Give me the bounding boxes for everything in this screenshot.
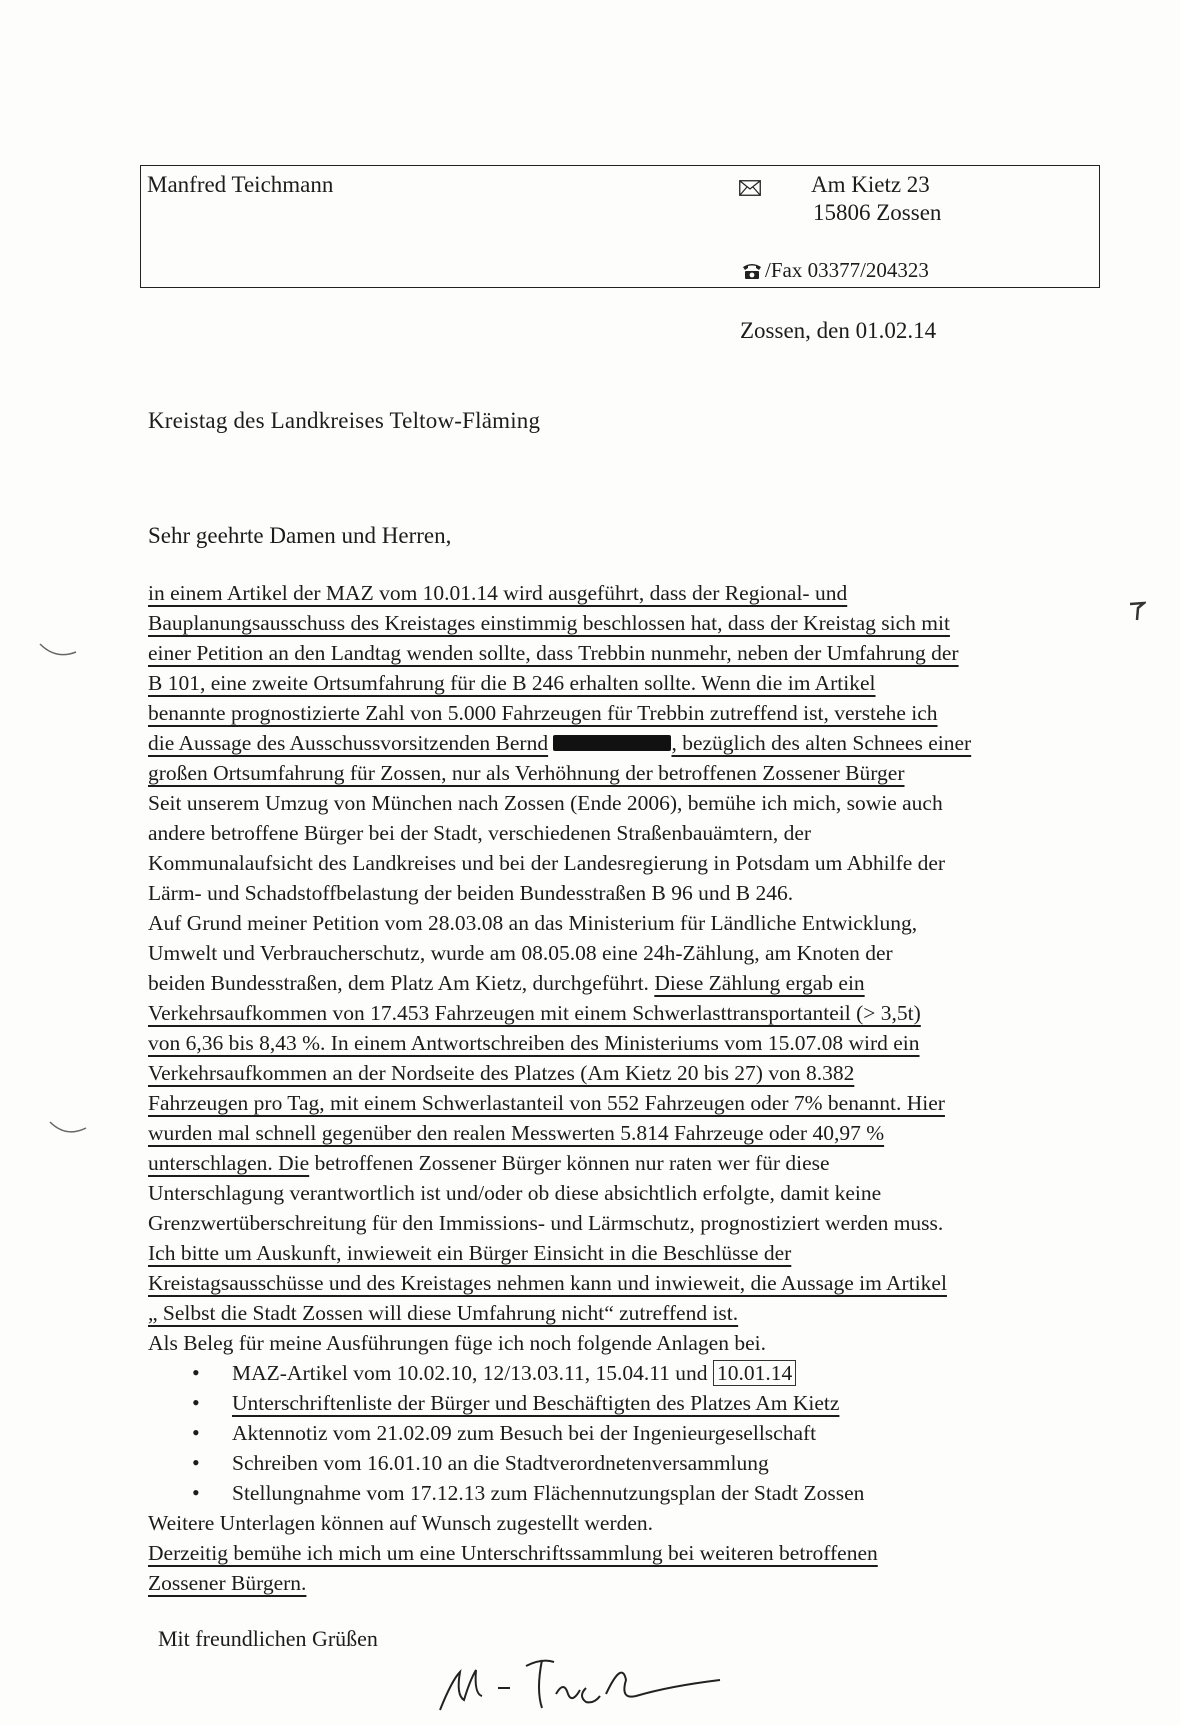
attachment-item: • Schreiben vom 16.01.10 an die Stadtverordnetenversammlung bbox=[148, 1448, 1098, 1478]
body-line: Verkehrsaufkommen an der Nordseite des Platzes (Am Kietz 20 bis 27) von 8.382 bbox=[148, 1061, 855, 1085]
margin-mark bbox=[48, 1118, 88, 1140]
handwritten-signature bbox=[430, 1650, 750, 1720]
body-line: Ich bitte um Auskunft, inwieweit ein Bürger Einsicht in die Beschlüsse der bbox=[148, 1241, 792, 1265]
margin-mark bbox=[38, 640, 78, 662]
attachment-item: • MAZ-Artikel vom 10.02.10, 12/13.03.11, 15.04.11 und 10.01.14 bbox=[148, 1358, 1098, 1388]
body-line: unterschlagen. Die betroffenen Zossener Bürger können nur raten wer für diese bbox=[148, 1151, 830, 1175]
sender-name: Manfred Teichmann bbox=[147, 172, 334, 197]
sender-phone bbox=[741, 258, 929, 283]
body-line: Auf Grund meiner Petition vom 28.03.08 an das Ministerium für Ländliche Entwicklung, bbox=[148, 911, 918, 935]
date-line: Zossen, den 01.02.14 bbox=[740, 318, 937, 343]
body-line: Bauplanungsausschuss des Kreistages einstimmig beschlossen hat, dass der Kreistag sich mit bbox=[148, 611, 950, 635]
body-line: Grenzwertüberschreitung für den Immissions- und Lärmschutz, prognostiziert werden muss. bbox=[148, 1211, 944, 1235]
body-line: von 6,36 bis 8,43 %. In einem Antwortschreiben des Ministeriums vom 15.07.08 wird ein bbox=[148, 1031, 920, 1055]
body-line: in einem Artikel der MAZ vom 10.01.14 wird ausgeführt, dass der Regional- und bbox=[148, 581, 848, 605]
body-line: die Aussage des Ausschussvorsitzenden Bernd , bezüglich des alten Schnees einer bbox=[148, 731, 972, 755]
body-line: Unterschlagung verantwortlich ist und/oder ob diese absichtlich erfolgte, damit keine bbox=[148, 1181, 882, 1205]
body-line: Weitere Unterlagen können auf Wunsch zugestellt werden. bbox=[148, 1511, 654, 1535]
body-line: einer Petition an den Landtag wenden sollte, dass Trebbin nunmehr, neben der Umfahrung der bbox=[148, 641, 959, 665]
body-line: Kreistagsausschüsse und des Kreistages nehmen kann und inwieweit, die Aussage im Artikel bbox=[148, 1271, 947, 1295]
recipient: Kreistag des Landkreises Teltow-Fläming bbox=[148, 408, 541, 433]
body-line: wurden mal schnell gegenüber den realen Messwerten 5.814 Fahrzeuge oder 40,97 % bbox=[148, 1121, 885, 1145]
attachment-item: • Unterschriftenliste der Bürger und Beschäftigten des Platzes Am Kietz bbox=[148, 1388, 1098, 1418]
body-line: B 101, eine zweite Ortsumfahrung für die B 246 erhalten sollte. Wenn die im Artikel bbox=[148, 671, 876, 695]
attachment-item: • Aktennotiz vom 21.02.09 zum Besuch bei der Ingenieurgesellschaft bbox=[148, 1418, 1098, 1448]
salutation: Sehr geehrte Damen und Herren, bbox=[148, 523, 452, 548]
body-line: Lärm- und Schadstoffbelastung der beiden Bundesstraßen B 96 und B 246. bbox=[148, 881, 794, 905]
telephone-icon bbox=[741, 262, 763, 280]
sender-street: Am Kietz 23 bbox=[811, 172, 930, 197]
body-line: Zossener Bürgern. bbox=[148, 1571, 307, 1595]
body-line: benannte prognostizierte Zahl von 5.000 Fahrzeugen für Trebbin zutreffend ist, verstehe ich bbox=[148, 701, 938, 725]
body-line: Seit unserem Umzug von München nach Zossen (Ende 2006), bemühe ich mich, sowie auch bbox=[148, 791, 943, 815]
envelope-icon bbox=[739, 180, 761, 196]
body-line: Verkehrsaufkommen von 17.453 Fahrzeugen mit einem Schwerlasttransportanteil (> 3,5t) bbox=[148, 1001, 921, 1025]
body-line: großen Ortsumfahrung für Zossen, nur als Verhöhnung der betroffenen Zossener Bürger bbox=[148, 761, 905, 785]
body-line: beiden Bundesstraßen, dem Platz Am Kietz, durchgeführt. Diese Zählung ergab ein bbox=[148, 971, 865, 995]
redacted-name bbox=[553, 735, 671, 751]
phone-fax-number: /Fax 03377/204323 bbox=[765, 258, 929, 282]
letter-body bbox=[148, 578, 1098, 1598]
body-line: „ Selbst die Stadt Zossen will diese Umfahrung nicht“ zutreffend ist. bbox=[148, 1301, 739, 1325]
boxed-date: 10.01.14 bbox=[713, 1360, 796, 1386]
body-line: Umwelt und Verbraucherschutz, wurde am 08.05.08 eine 24h-Zählung, am Knoten der bbox=[148, 941, 893, 965]
body-line: Derzeitig bemühe ich mich um eine Unterschriftssammlung bei weiteren betroffenen bbox=[148, 1541, 878, 1565]
sender-box bbox=[140, 165, 1100, 288]
body-line: Kommunalaufsicht des Landkreises und bei der Landesregierung in Potsdam um Abhilfe der bbox=[148, 851, 946, 875]
body-line: Fahrzeugen pro Tag, mit einem Schwerlastanteil von 552 Fahrzeugen oder 7% benannt. Hier bbox=[148, 1091, 945, 1115]
attachment-list bbox=[148, 1358, 1098, 1508]
closing: Mit freundlichen Grüßen bbox=[158, 1626, 378, 1651]
body-line: andere betroffene Bürger bei der Stadt, verschiedenen Straßenbauämtern, der bbox=[148, 821, 812, 845]
attachment-item: • Stellungnahme vom 17.12.13 zum Flächennutzungsplan der Stadt Zossen bbox=[148, 1478, 1098, 1508]
ink-blot bbox=[1128, 600, 1146, 622]
body-line: Als Beleg für meine Ausführungen füge ich noch folgende Anlagen bei. bbox=[148, 1331, 766, 1355]
sender-city: 15806 Zossen bbox=[813, 200, 942, 225]
